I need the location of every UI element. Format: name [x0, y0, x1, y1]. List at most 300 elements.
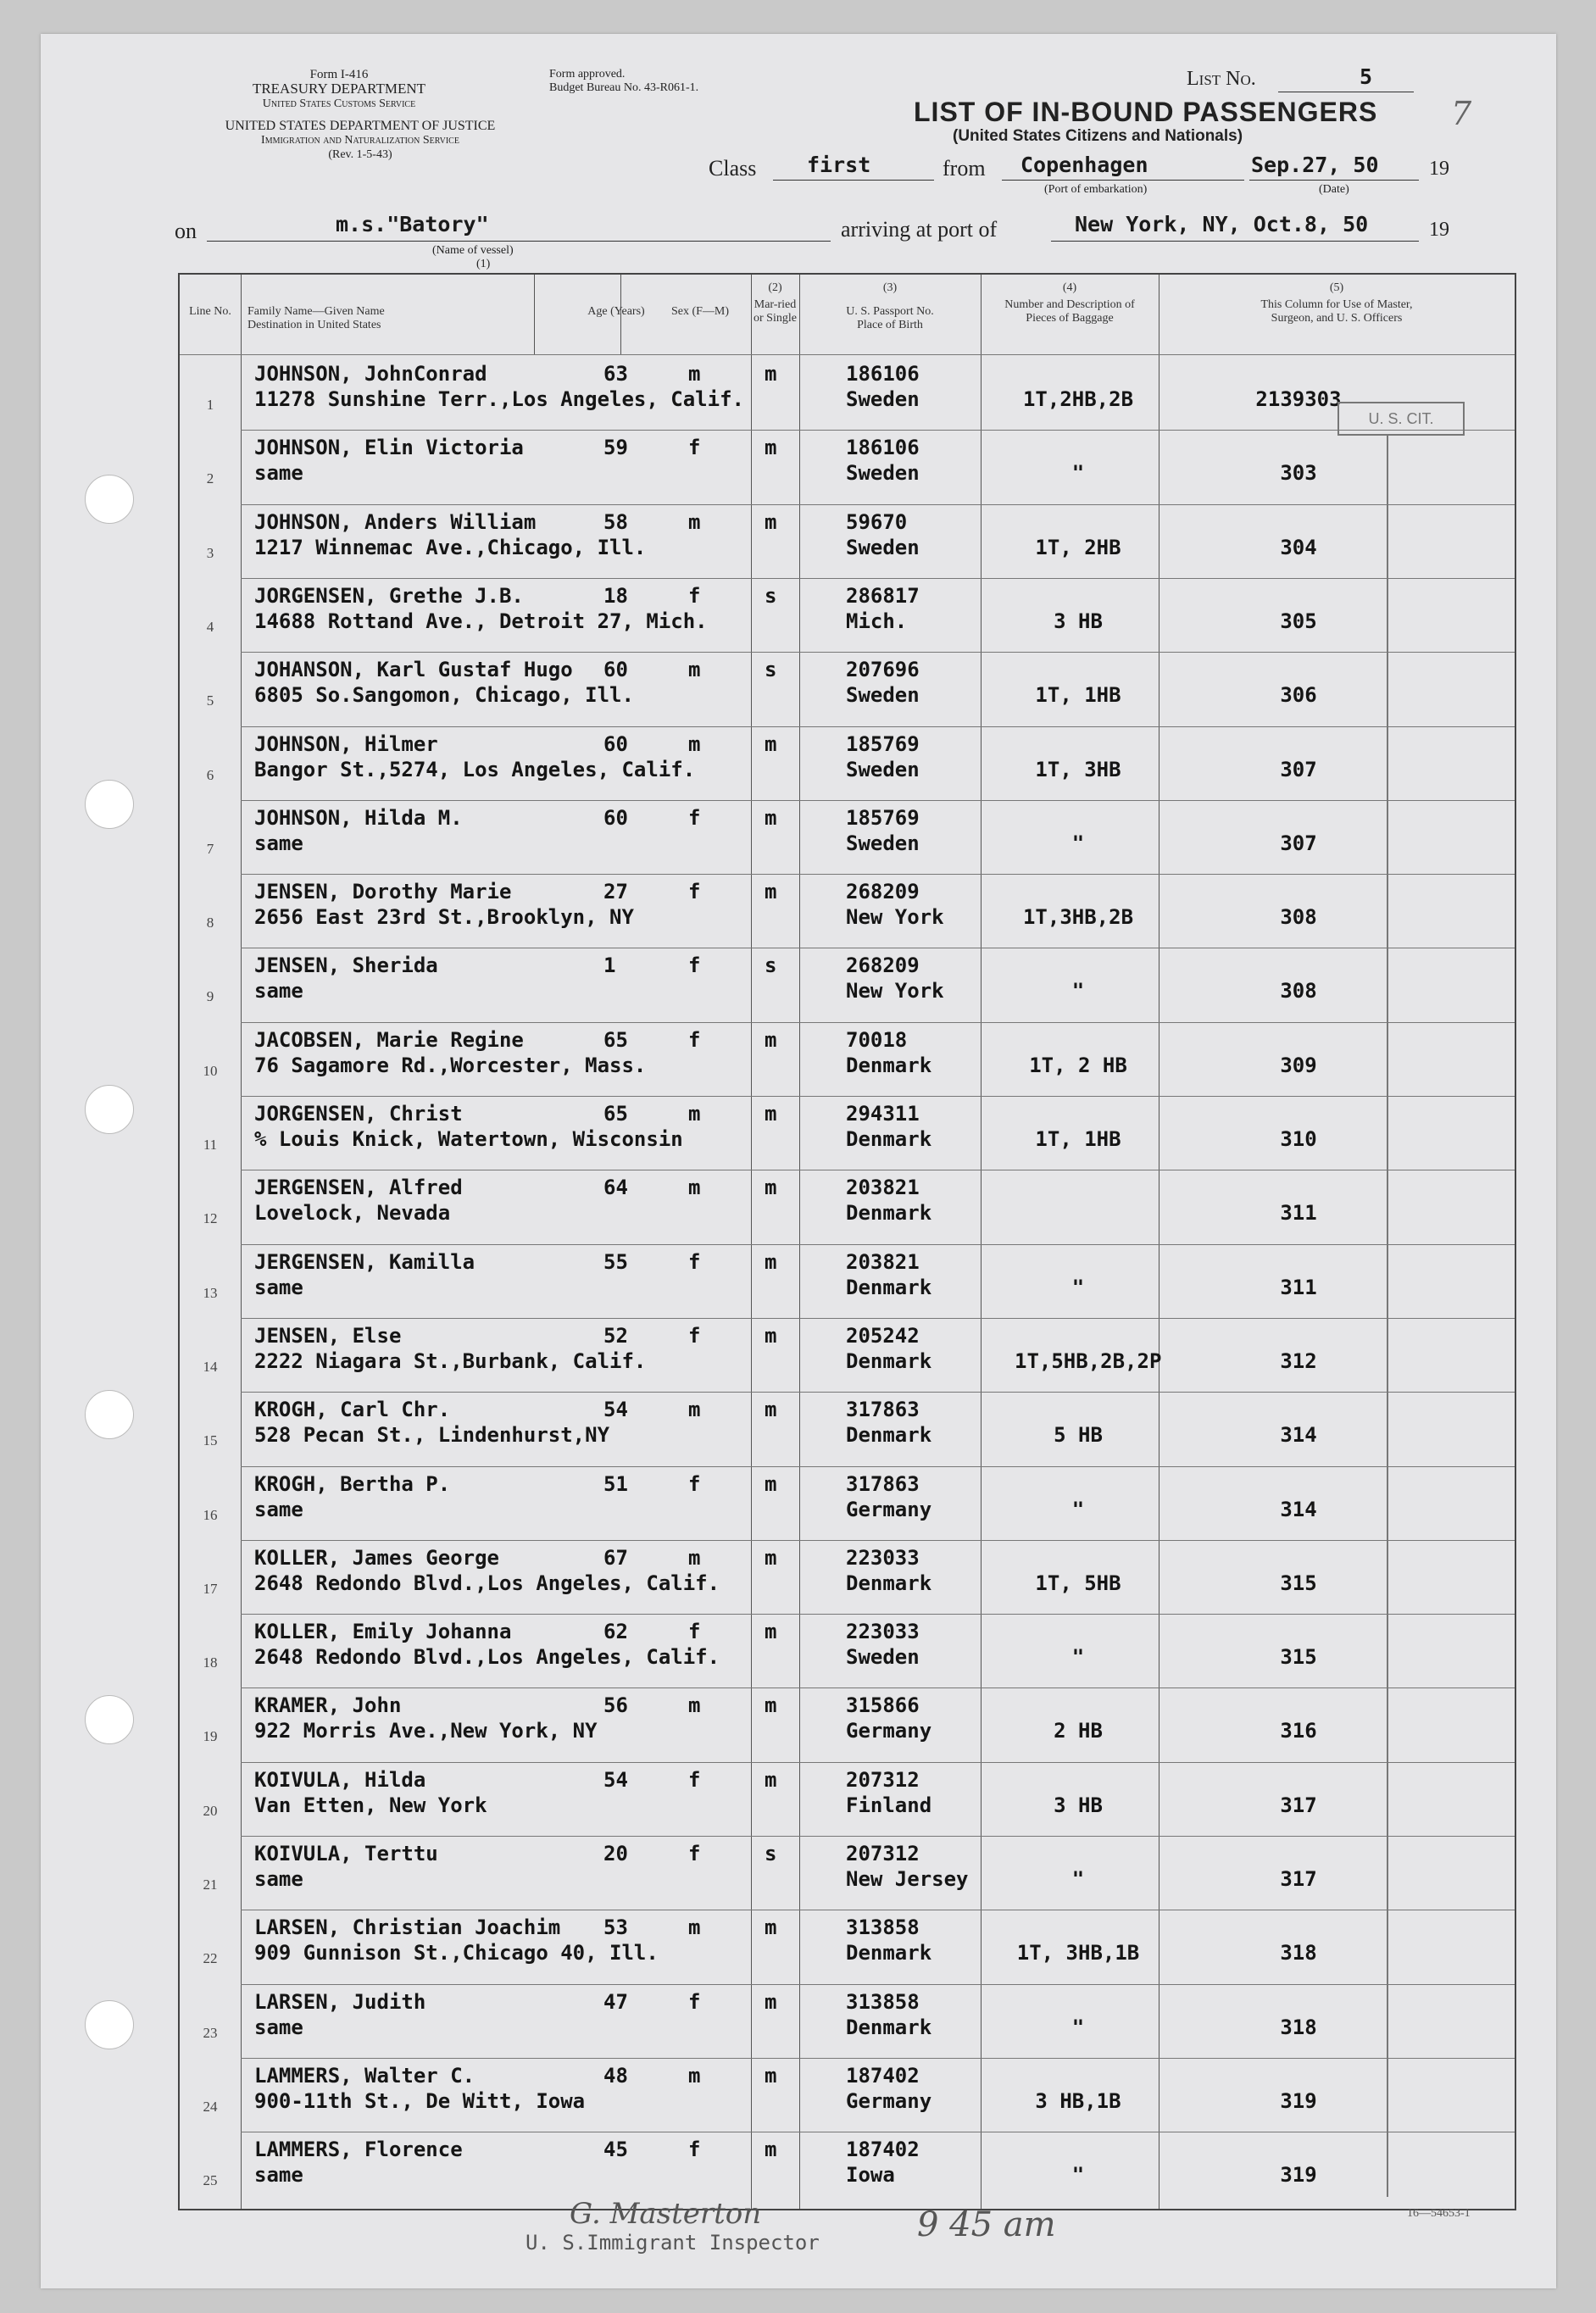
officer-number: 308	[1280, 979, 1317, 1004]
destination: 1217 Winnemac Ave.,Chicago, Ill.	[254, 535, 647, 559]
passenger-name: KOLLER, James George	[254, 1545, 499, 1570]
age: 63	[603, 362, 628, 386]
baggage: 1T,3HB,2B	[1022, 905, 1134, 930]
sex: f	[688, 436, 701, 460]
table-row	[180, 1540, 1515, 1614]
destination: same	[254, 979, 303, 1004]
officer-number: 307	[1280, 757, 1317, 781]
list-no-value: 5	[1360, 64, 1373, 89]
place-of-birth: New Jersey	[846, 1867, 969, 1891]
table-row	[180, 948, 1515, 1021]
officer-number: 316	[1280, 1719, 1317, 1743]
passport-number: 70018	[846, 1027, 908, 1052]
passport-number: 207312	[846, 1842, 920, 1865]
officer-number: 319	[1280, 2163, 1317, 2188]
marital-status: m	[765, 1989, 777, 2014]
col-1-caption: (1)	[476, 258, 491, 270]
table-row	[180, 1836, 1515, 1910]
line-number: 5	[206, 692, 214, 709]
col-name: Family Name—Given Name Destination in United States	[247, 305, 385, 331]
marital-status: m	[765, 805, 777, 830]
table-row	[180, 726, 1515, 800]
col-sex: Sex (F—M)	[670, 305, 730, 318]
age: 54	[603, 1767, 628, 1792]
place-of-birth: Germany	[846, 1497, 932, 1521]
passport-number: 286817	[846, 583, 920, 608]
line-number: 2	[206, 470, 214, 487]
sex: f	[688, 1027, 701, 1052]
col-5-number: (5)	[1329, 281, 1344, 294]
sex: m	[688, 1915, 701, 1940]
passenger-name: KRAMER, John	[254, 1693, 402, 1718]
destination: same	[254, 1275, 303, 1299]
passenger-name: JOHNSON, Anders William	[254, 509, 537, 534]
line-number: 7	[206, 840, 214, 857]
sex: f	[688, 1989, 701, 2014]
passenger-name: JENSEN, Else	[254, 1323, 402, 1348]
officer-number: 314	[1280, 1423, 1317, 1448]
passenger-table	[178, 273, 1516, 2210]
passenger-name: JOHNSON, JohnConrad	[254, 362, 487, 386]
col-passport: U. S. Passport No. Place of Birth	[846, 305, 934, 331]
marital-status: m	[765, 1471, 777, 1496]
line-number: 13	[203, 1284, 218, 1301]
date-caption: (Date)	[1319, 183, 1349, 196]
table-row	[180, 1022, 1515, 1096]
officer-number: 318	[1280, 1941, 1317, 1965]
age: 52	[603, 1323, 628, 1348]
destination: 900-11th St., De Witt, Iowa	[254, 2088, 586, 2113]
place-of-birth: Sweden	[846, 461, 920, 486]
time-note: 9 45 am	[917, 2205, 1056, 2244]
year-suffix: 19	[1429, 158, 1449, 180]
sex: m	[688, 1102, 701, 1126]
officer-number: 2139303	[1255, 387, 1342, 411]
sex: f	[688, 1471, 701, 1496]
age: 65	[603, 1027, 628, 1052]
destination: same	[254, 831, 303, 855]
col-3-number: (3)	[882, 281, 898, 294]
destination: 6805 So.Sangomon, Chicago, Ill.	[254, 683, 634, 708]
budget-bureau: Budget Bureau No. 43-R061-1.	[549, 81, 699, 94]
age: 55	[603, 1249, 628, 1274]
place-of-birth: Sweden	[846, 387, 920, 411]
col-baggage: Number and Description of Pieces of Baggage	[1004, 298, 1135, 325]
place-of-birth: Denmark	[846, 1053, 932, 1077]
baggage: "	[1071, 2015, 1085, 2039]
marital-status: m	[765, 2138, 777, 2162]
age: 47	[603, 1989, 628, 2014]
place-of-birth: Sweden	[846, 535, 920, 559]
marital-status: m	[765, 880, 777, 904]
line-number: 24	[203, 2098, 218, 2115]
marital-status: s	[765, 658, 777, 682]
officer-number: 315	[1280, 1571, 1317, 1595]
baggage: "	[1071, 1497, 1085, 1521]
sex: m	[688, 509, 701, 534]
destination: same	[254, 461, 303, 486]
officer-number: 310	[1280, 1127, 1317, 1151]
place-of-birth: Denmark	[846, 1571, 932, 1595]
binder-hole	[85, 1695, 134, 1744]
sex: f	[688, 1620, 701, 1644]
age: 60	[603, 731, 628, 756]
passport-number: 313858	[846, 1989, 920, 2014]
officer-number: 317	[1280, 1793, 1317, 1817]
place-of-birth: Sweden	[846, 683, 920, 708]
line-number: 8	[206, 915, 214, 931]
age: 20	[603, 1842, 628, 1865]
passenger-name: JORGENSEN, Christ	[254, 1102, 463, 1126]
passport-number: 187402	[846, 2063, 920, 2088]
officer-number: 305	[1280, 609, 1317, 633]
passenger-name: LARSEN, Judith	[254, 1989, 426, 2014]
passport-number: 186106	[846, 436, 920, 460]
marital-status: m	[765, 436, 777, 460]
table-row	[180, 2058, 1515, 2132]
line-number: 21	[203, 1877, 218, 1893]
sex: f	[688, 1842, 701, 1865]
destination: 909 Gunnison St.,Chicago 40, Ill.	[254, 1941, 659, 1965]
destination: 11278 Sunshine Terr.,Los Angeles, Calif.	[254, 387, 744, 411]
officer-number: 303	[1280, 461, 1317, 486]
destination: Bangor St.,5274, Los Angeles, Calif.	[254, 757, 696, 781]
table-row	[180, 652, 1515, 726]
line-number: 1	[206, 397, 214, 413]
port-caption: (Port of embarkation)	[1044, 183, 1148, 196]
port-embarkation: Copenhagen	[1020, 153, 1148, 177]
place-of-birth: Denmark	[846, 1941, 932, 1965]
binder-hole	[85, 780, 134, 829]
line-number: 3	[206, 544, 214, 561]
baggage: "	[1071, 461, 1085, 486]
destination: same	[254, 1497, 303, 1521]
sex: f	[688, 880, 701, 904]
passenger-name: JOHANSON, Karl Gustaf Hugo	[254, 658, 573, 682]
table-row	[180, 356, 1515, 430]
passport-number: 186106	[846, 362, 920, 386]
sex: m	[688, 731, 701, 756]
stamp-continuation-line	[1387, 434, 1388, 2197]
place-of-birth: Denmark	[846, 1348, 932, 1373]
year-suffix-2: 19	[1429, 219, 1449, 241]
marital-status: m	[765, 1176, 777, 1200]
baggage: "	[1071, 1645, 1085, 1670]
passenger-name: JERGENSEN, Alfred	[254, 1176, 463, 1200]
officer-number: 315	[1280, 1645, 1317, 1670]
on-label: on	[175, 219, 197, 243]
table-row	[180, 1392, 1515, 1465]
baggage: 1T, 3HB	[1035, 757, 1121, 781]
binder-hole	[85, 475, 134, 524]
place-of-birth: Sweden	[846, 1645, 920, 1670]
vessel-name: m.s."Batory"	[336, 212, 489, 236]
destination: Lovelock, Nevada	[254, 1201, 451, 1226]
binder-hole	[85, 1390, 134, 1439]
baggage: "	[1071, 831, 1085, 855]
passport-number: 205242	[846, 1323, 920, 1348]
baggage: 1T, 1HB	[1035, 683, 1121, 708]
arriving-label: arriving at port of	[841, 217, 998, 242]
passport-number: 203821	[846, 1249, 920, 1274]
age: 65	[603, 1102, 628, 1126]
passport-number: 207312	[846, 1767, 920, 1792]
officer-number: 304	[1280, 535, 1317, 559]
marital-status: m	[765, 1620, 777, 1644]
officer-number: 306	[1280, 683, 1317, 708]
destination: 922 Morris Ave.,New York, NY	[254, 1719, 598, 1743]
passport-number: 268209	[846, 954, 920, 978]
sex: m	[688, 1693, 701, 1718]
officer-number: 319	[1280, 2088, 1317, 2113]
sex: f	[688, 2138, 701, 2162]
place-of-birth: Sweden	[846, 831, 920, 855]
passenger-name: KOIVULA, Hilda	[254, 1767, 426, 1792]
passenger-name: KROGH, Carl Chr.	[254, 1398, 451, 1422]
line-number: 18	[203, 1654, 218, 1671]
destination: 528 Pecan St., Lindenhurst,NY	[254, 1423, 610, 1448]
passenger-name: JORGENSEN, Grethe J.B.	[254, 583, 524, 608]
officer-number: 318	[1280, 2015, 1317, 2039]
passenger-name: JOHNSON, Hilmer	[254, 731, 438, 756]
officer-number: 311	[1280, 1275, 1317, 1299]
age: 58	[603, 509, 628, 534]
ins-service: Immigration and Naturalization Service	[261, 134, 459, 147]
place-of-birth: Denmark	[846, 1275, 932, 1299]
sex: m	[688, 658, 701, 682]
passport-number: 187402	[846, 2138, 920, 2162]
col-age: Age (Years)	[587, 305, 645, 318]
passport-number: 185769	[846, 805, 920, 830]
age: 53	[603, 1915, 628, 1940]
destination: 76 Sagamore Rd.,Worcester, Mass.	[254, 1053, 647, 1077]
place-of-birth: Mich.	[846, 609, 908, 633]
line-number: 22	[203, 1950, 218, 1967]
age: 60	[603, 658, 628, 682]
table-row	[180, 2132, 1515, 2205]
marital-status: m	[765, 362, 777, 386]
col-2-number: (2)	[768, 281, 782, 294]
sex: f	[688, 1249, 701, 1274]
baggage: 1T, 3HB,1B	[1016, 1941, 1140, 1965]
binder-hole	[85, 2000, 134, 2049]
marital-status: m	[765, 1767, 777, 1792]
place-of-birth: Denmark	[846, 1423, 932, 1448]
line-number: 10	[203, 1062, 218, 1079]
sex: f	[688, 954, 701, 978]
table-row	[180, 1762, 1515, 1836]
passenger-name: JERGENSEN, Kamilla	[254, 1249, 475, 1274]
form-title: LIST OF IN-BOUND PASSENGERS	[914, 97, 1378, 127]
line-number: 16	[203, 1506, 218, 1523]
vessel-caption: (Name of vessel)	[432, 244, 514, 257]
table-row	[180, 1318, 1515, 1392]
passport-number: 315866	[846, 1693, 920, 1718]
table-row	[180, 1466, 1515, 1540]
marital-status: m	[765, 1027, 777, 1052]
form-subtitle: (United States Citizens and Nationals)	[953, 127, 1243, 145]
baggage: 1T, 2 HB	[1029, 1053, 1127, 1077]
destination: % Louis Knick, Watertown, Wisconsin	[254, 1127, 683, 1151]
table-row	[180, 1096, 1515, 1170]
baggage: 3 HB	[1054, 609, 1103, 633]
sex: m	[688, 362, 701, 386]
revision: (Rev. 1-5-43)	[328, 148, 392, 161]
place-of-birth: Denmark	[846, 1201, 932, 1226]
table-row	[180, 1170, 1515, 1243]
inspector-signature: G. Masterton	[570, 2197, 762, 2231]
destination: 2656 East 23rd St.,Brooklyn, NY	[254, 905, 634, 930]
passport-number: 185769	[846, 731, 920, 756]
line-number: 19	[203, 1728, 218, 1745]
table-row	[180, 578, 1515, 652]
passport-number: 59670	[846, 509, 908, 534]
age: 54	[603, 1398, 628, 1422]
us-citizen-stamp: U. S. CIT.	[1337, 402, 1465, 436]
line-number: 4	[206, 618, 214, 635]
passport-number: 223033	[846, 1620, 920, 1644]
baggage: 3 HB	[1054, 1793, 1103, 1817]
passenger-name: LAMMERS, Walter C.	[254, 2063, 475, 2088]
destination: 2648 Redondo Blvd.,Los Angeles, Calif.	[254, 1571, 720, 1595]
col-officers: This Column for Use of Master, Surgeon, and U. S. Officers	[1260, 298, 1413, 325]
passenger-name: JENSEN, Sherida	[254, 954, 438, 978]
justice-dept: UNITED STATES DEPARTMENT OF JUSTICE	[225, 119, 496, 133]
passenger-name: LAMMERS, Florence	[254, 2138, 463, 2162]
table-row	[180, 504, 1515, 578]
sex: m	[688, 2063, 701, 2088]
age: 62	[603, 1620, 628, 1644]
table-row	[180, 430, 1515, 503]
sex: f	[688, 805, 701, 830]
passenger-name: JOHNSON, Hilda M.	[254, 805, 463, 830]
officer-number: 317	[1280, 1867, 1317, 1891]
place-of-birth: Iowa	[846, 2163, 895, 2188]
baggage: 2 HB	[1054, 1719, 1103, 1743]
treasury-dept: TREASURY DEPARTMENT	[252, 81, 426, 97]
arrival-port-date: New York, NY, Oct.8, 50	[1075, 212, 1369, 236]
age: 48	[603, 2063, 628, 2088]
officer-number: 307	[1280, 831, 1317, 855]
age: 56	[603, 1693, 628, 1718]
sex: m	[688, 1545, 701, 1570]
baggage: 1T,5HB,2B,2P	[1015, 1348, 1162, 1373]
marital-status: m	[765, 1323, 777, 1348]
marital-status: m	[765, 1915, 777, 1940]
baggage: "	[1071, 1867, 1085, 1891]
customs-service: United States Customs Service	[262, 97, 416, 110]
place-of-birth: Denmark	[846, 1127, 932, 1151]
destination: same	[254, 2015, 303, 2039]
footer-code: 16—54653-1	[1407, 2207, 1471, 2220]
from-label: from	[943, 156, 986, 181]
line-number: 12	[203, 1210, 218, 1227]
officer-number: 308	[1280, 905, 1317, 930]
list-mark: 7	[1451, 95, 1472, 132]
passenger-name: JOHNSON, Elin Victoria	[254, 436, 524, 460]
sex: f	[688, 1323, 701, 1348]
passport-number: 317863	[846, 1471, 920, 1496]
passport-number: 207696	[846, 658, 920, 682]
sex: m	[688, 1398, 701, 1422]
destination: 2648 Redondo Blvd.,Los Angeles, Calif.	[254, 1645, 720, 1670]
sex: f	[688, 583, 701, 608]
list-no-label: List No.	[1187, 68, 1256, 90]
col-married: Mar-ried or Single	[754, 298, 797, 325]
sail-date: Sep.27, 50	[1251, 153, 1379, 177]
officer-number: 311	[1280, 1201, 1317, 1226]
line-number: 14	[203, 1358, 218, 1375]
passenger-name: JENSEN, Dorothy Marie	[254, 880, 512, 904]
place-of-birth: New York	[846, 905, 944, 930]
age: 51	[603, 1471, 628, 1496]
marital-status: m	[765, 731, 777, 756]
marital-status: m	[765, 1249, 777, 1274]
officer-number: 312	[1280, 1348, 1317, 1373]
destination: 14688 Rottand Ave., Detroit 27, Mich.	[254, 609, 708, 633]
form-approved: Form approved.	[549, 68, 626, 81]
marital-status: m	[765, 1102, 777, 1126]
place-of-birth: Finland	[846, 1793, 932, 1817]
sex: f	[688, 1767, 701, 1792]
destination: Van Etten, New York	[254, 1793, 487, 1817]
col-line-no: Line No.	[189, 305, 231, 318]
line-number: 17	[203, 1580, 218, 1597]
age: 60	[603, 805, 628, 830]
place-of-birth: Germany	[846, 1719, 932, 1743]
passenger-name: LARSEN, Christian Joachim	[254, 1915, 561, 1940]
form-number: Form I-416	[309, 68, 369, 81]
table-row	[180, 800, 1515, 874]
col-4-number: (4)	[1062, 281, 1077, 294]
table-row	[180, 1910, 1515, 1983]
marital-status: s	[765, 583, 777, 608]
class-label: Class	[709, 156, 757, 181]
baggage: 1T, 5HB	[1035, 1571, 1121, 1595]
destination: same	[254, 2163, 303, 2188]
table-row	[180, 874, 1515, 948]
baggage: 5 HB	[1054, 1423, 1103, 1448]
marital-status: s	[765, 1842, 777, 1865]
age: 27	[603, 880, 628, 904]
place-of-birth: New York	[846, 979, 944, 1004]
passenger-name: KROGH, Bertha P.	[254, 1471, 451, 1496]
line-number: 11	[203, 1137, 218, 1153]
passport-number: 317863	[846, 1398, 920, 1422]
binder-hole	[85, 1085, 134, 1134]
class-value: first	[807, 153, 871, 177]
age: 59	[603, 436, 628, 460]
line-number: 25	[203, 2172, 218, 2189]
passport-number: 313858	[846, 1915, 920, 1940]
marital-status: m	[765, 509, 777, 534]
destination: 2222 Niagara St.,Burbank, Calif.	[254, 1348, 647, 1373]
age: 45	[603, 2138, 628, 2162]
marital-status: m	[765, 1398, 777, 1422]
place-of-birth: Germany	[846, 2088, 932, 2113]
line-number: 23	[203, 2024, 218, 2041]
baggage: "	[1071, 2163, 1085, 2188]
baggage: 1T,2HB,2B	[1022, 387, 1134, 411]
marital-status: m	[765, 2063, 777, 2088]
passport-number: 203821	[846, 1176, 920, 1200]
baggage: "	[1071, 1275, 1085, 1299]
age: 1	[603, 954, 616, 978]
officer-number: 314	[1280, 1497, 1317, 1521]
place-of-birth: Sweden	[846, 757, 920, 781]
inspector-title: U. S.Immigrant Inspector	[526, 2231, 820, 2255]
age: 67	[603, 1545, 628, 1570]
